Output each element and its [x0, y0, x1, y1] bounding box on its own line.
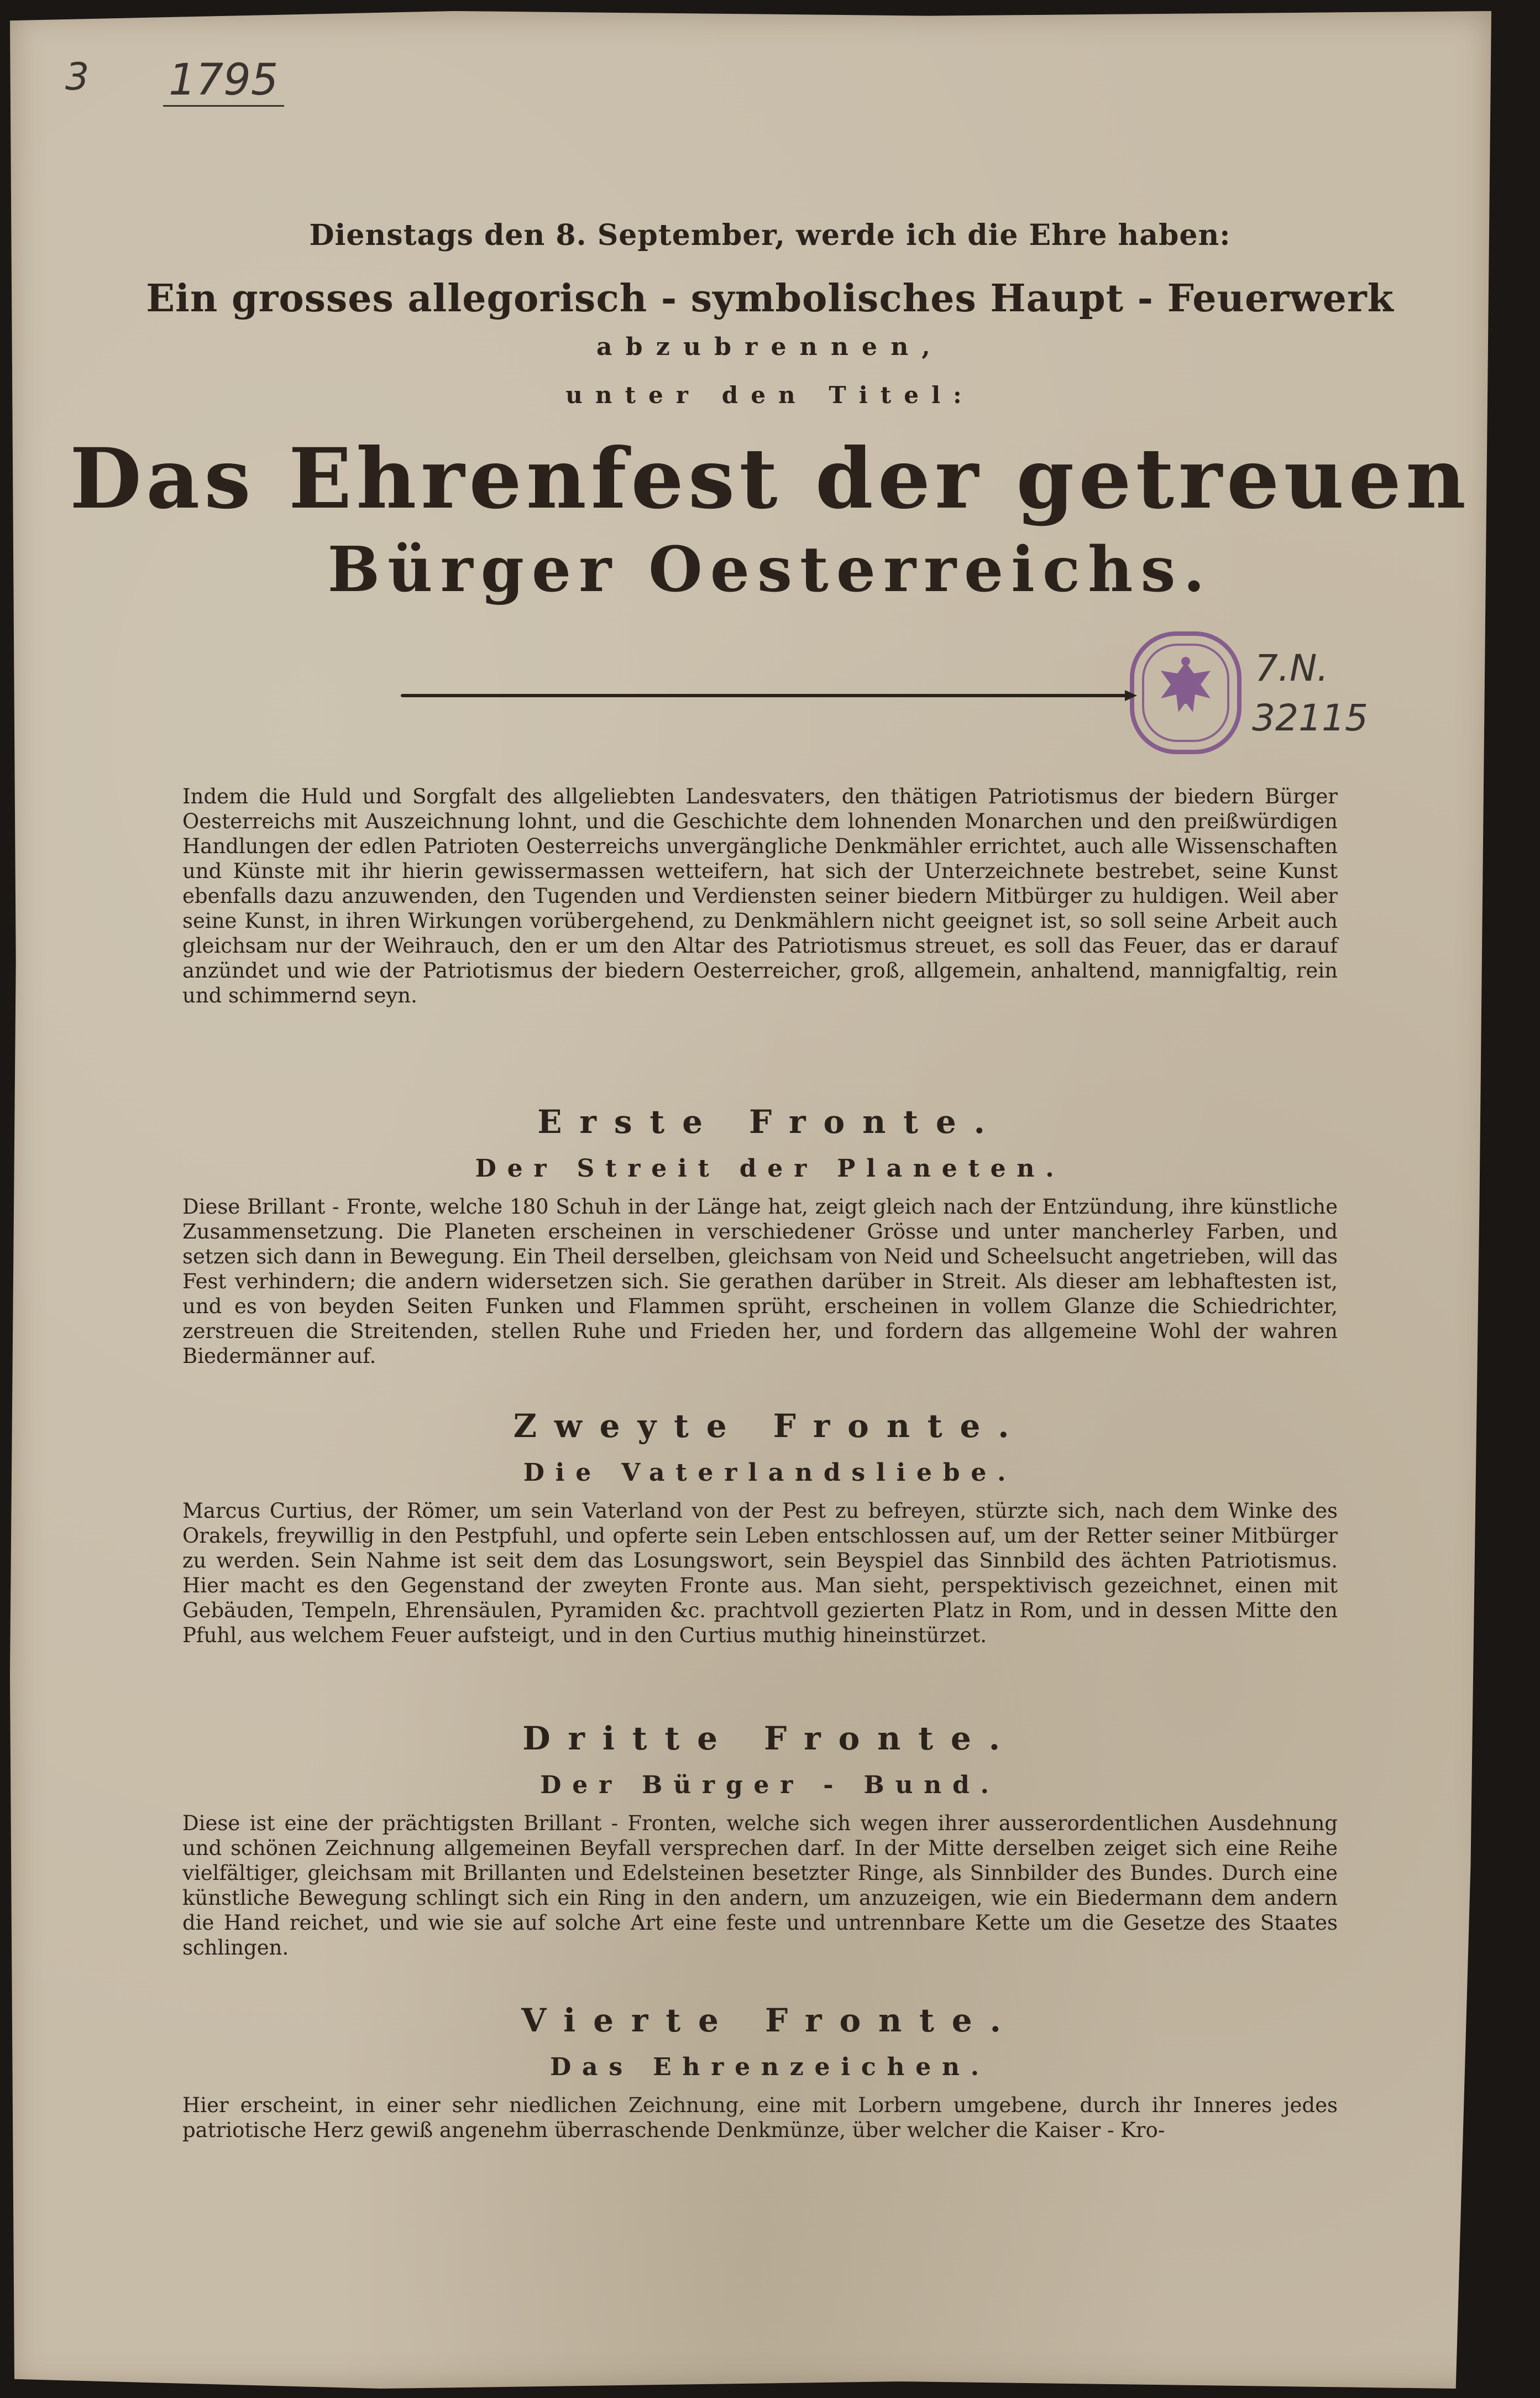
section-2-text: Marcus Curtius, der Römer, um sein Vaterland von der Pest zu befreyen, stürzte sich, nach dem Winke des Orakels, freywillig in den Pestpfuhl, und opferte sein Leben entschlossen auf, um der Retter seiner Mitbürger zu werden. Sein Nahme ist seit dem das Losungswort, sein Beyspiel das Sinnbild des ächten Patriotismus. Hier macht es den Gegenstand der zweyten Fronte aus. Man sieht, perspektivisch gezeichnet, einen mit Gebäuden, Tempeln, Ehrensäulen, Pyramiden &c. prachtvoll gezierten Platz in Rom, und in dessen Mitte den Pfuhl, aus welchem Feuer aufsteigt, und in den Curtius muthig hineinstürzet. [182, 1499, 1338, 1647]
handwritten-page-number: 3 [65, 55, 90, 99]
section-3-subheading: Der Bürger - Bund. [540, 1771, 1000, 1799]
handwritten-ref-line1: 7.N. [1255, 647, 1329, 689]
handwritten-ref-line2: 32115 [1252, 697, 1368, 739]
section-1-text: Diese Brillant - Fronte, welche 180 Schuh in der Länge hat, zeigt gleich nach der Entzündung, ihre künstliche Zusammensetzung. Die Planeten erscheinen in verschiedener Grösse und unter mancherley Farben, und setzen sich dann in Bewegung. Ein Theil derselben, gleichsam von Neid und Scheelsucht angetrieben, will das Fest verhindern; die andern widersetzen sich. Sie gerathen darüber in Streit. Als dieser am lebhaftesten ist, und es von beyden Seiten Funken und Flammen sprüht, erscheinen in vollem Glanze die Schiedrichter, zerstreuen die Streitenden, stellen Ruhe und Frieden her, und fordern das allgemeine Wohl der wahren Biedermänner auf. [182, 1195, 1338, 1368]
section-2-heading: Zweyte Fronte. [513, 1407, 1027, 1445]
main-title-line1: Das Ehrenfest der getreuen [70, 430, 1470, 527]
section-4-heading: Vierte Fronte. [521, 2002, 1019, 2039]
header-line-fireworks: Ein grosses allegorisch - symbolisches Haupt - Feuerwerk [146, 276, 1394, 321]
handwritten-year: 1795 [163, 55, 284, 107]
divider-rule [401, 694, 1130, 697]
intro-paragraph: Indem die Huld und Sorgfalt des allgeliebten Landesvaters, den thätigen Patriotismus der biedern Bürger Oesterreichs mit Auszeichnung lohnt, und die Geschichte dem lohnenden Monarchen und den preißwürdigen Handlungen der edlen Patrioten Oesterreichs unvergängliche Denkmähler errichtet, auch alle Wissenschaften und Künste mit ihr hierin gewissermassen wetteifern, hat sich der Unterzeichnete bestrebet, seine Kunst ebenfalls dazu anzuwenden, den Tugenden und Verdiensten seiner biedern Mitbürger zu huldigen. Weil aber seine Kunst, in ihren Wirkungen vorübergehend, zu Denkmählern nicht geeignet ist, so soll seine Arbeit auch gleichsam nur der Weihrauch, den er um den Altar des Patriotismus streuet, es soll das Feuer, das er darauf anzündet und wie der Patriotismus der biedern Oesterreicher, groß, allgemein, anhaltend, mannigfaltig, rein und schimmernd seyn. [182, 785, 1338, 1007]
header-line-date: Dienstags den 8. September, werde ich die Ehre haben: [309, 218, 1231, 252]
header-line-titel: unter den Titel: [565, 382, 975, 409]
section-2-subheading: Die Vaterlandsliebe. [523, 1459, 1017, 1487]
library-stamp [1128, 629, 1244, 756]
main-title-line2: Bürger Oesterreichs. [327, 534, 1213, 606]
divider-rule-tip [1125, 690, 1137, 701]
section-4-subheading: Das Ehrenzeichen. [550, 2053, 990, 2081]
section-1-heading: Erste Fronte. [537, 1103, 1003, 1141]
section-3-text: Diese ist eine der prächtigsten Brillant - Fronten, welche sich wegen ihrer ausserordentlichen Ausdehnung und schönen Zeichnung allgemeinen Beyfall versprechen darf. In der Mitte derselben zeiget sich eine Reihe vielfältiger, gleichsam mit Brillanten und Edelsteinen besetzter Ringe, als Sinnbilder des Bundes. Durch eine künstliche Bewegung schlingt sich ein Ring in den andern, um anzuzeigen, wie ein Biedermann dem andern die Hand reichet, und wie sie auf solche Art eine feste und untrennbare Kette um die Gesetze des Staates schlingen. [182, 1811, 1338, 1960]
header-line-abzubrennen: abzubrennen, [596, 333, 944, 361]
section-1-subheading: Der Streit der Planeten. [475, 1154, 1065, 1183]
section-4-text: Hier erscheint, in einer sehr niedlichen Zeichnung, eine mit Lorbern umgebene, durch ihr Inneres jedes patriotische Herz gewiß angenehm überraschende Denkmünze, über welcher die Kaiser - Kro- [182, 2093, 1338, 2142]
section-3-heading: Dritte Fronte. [522, 1720, 1018, 1757]
